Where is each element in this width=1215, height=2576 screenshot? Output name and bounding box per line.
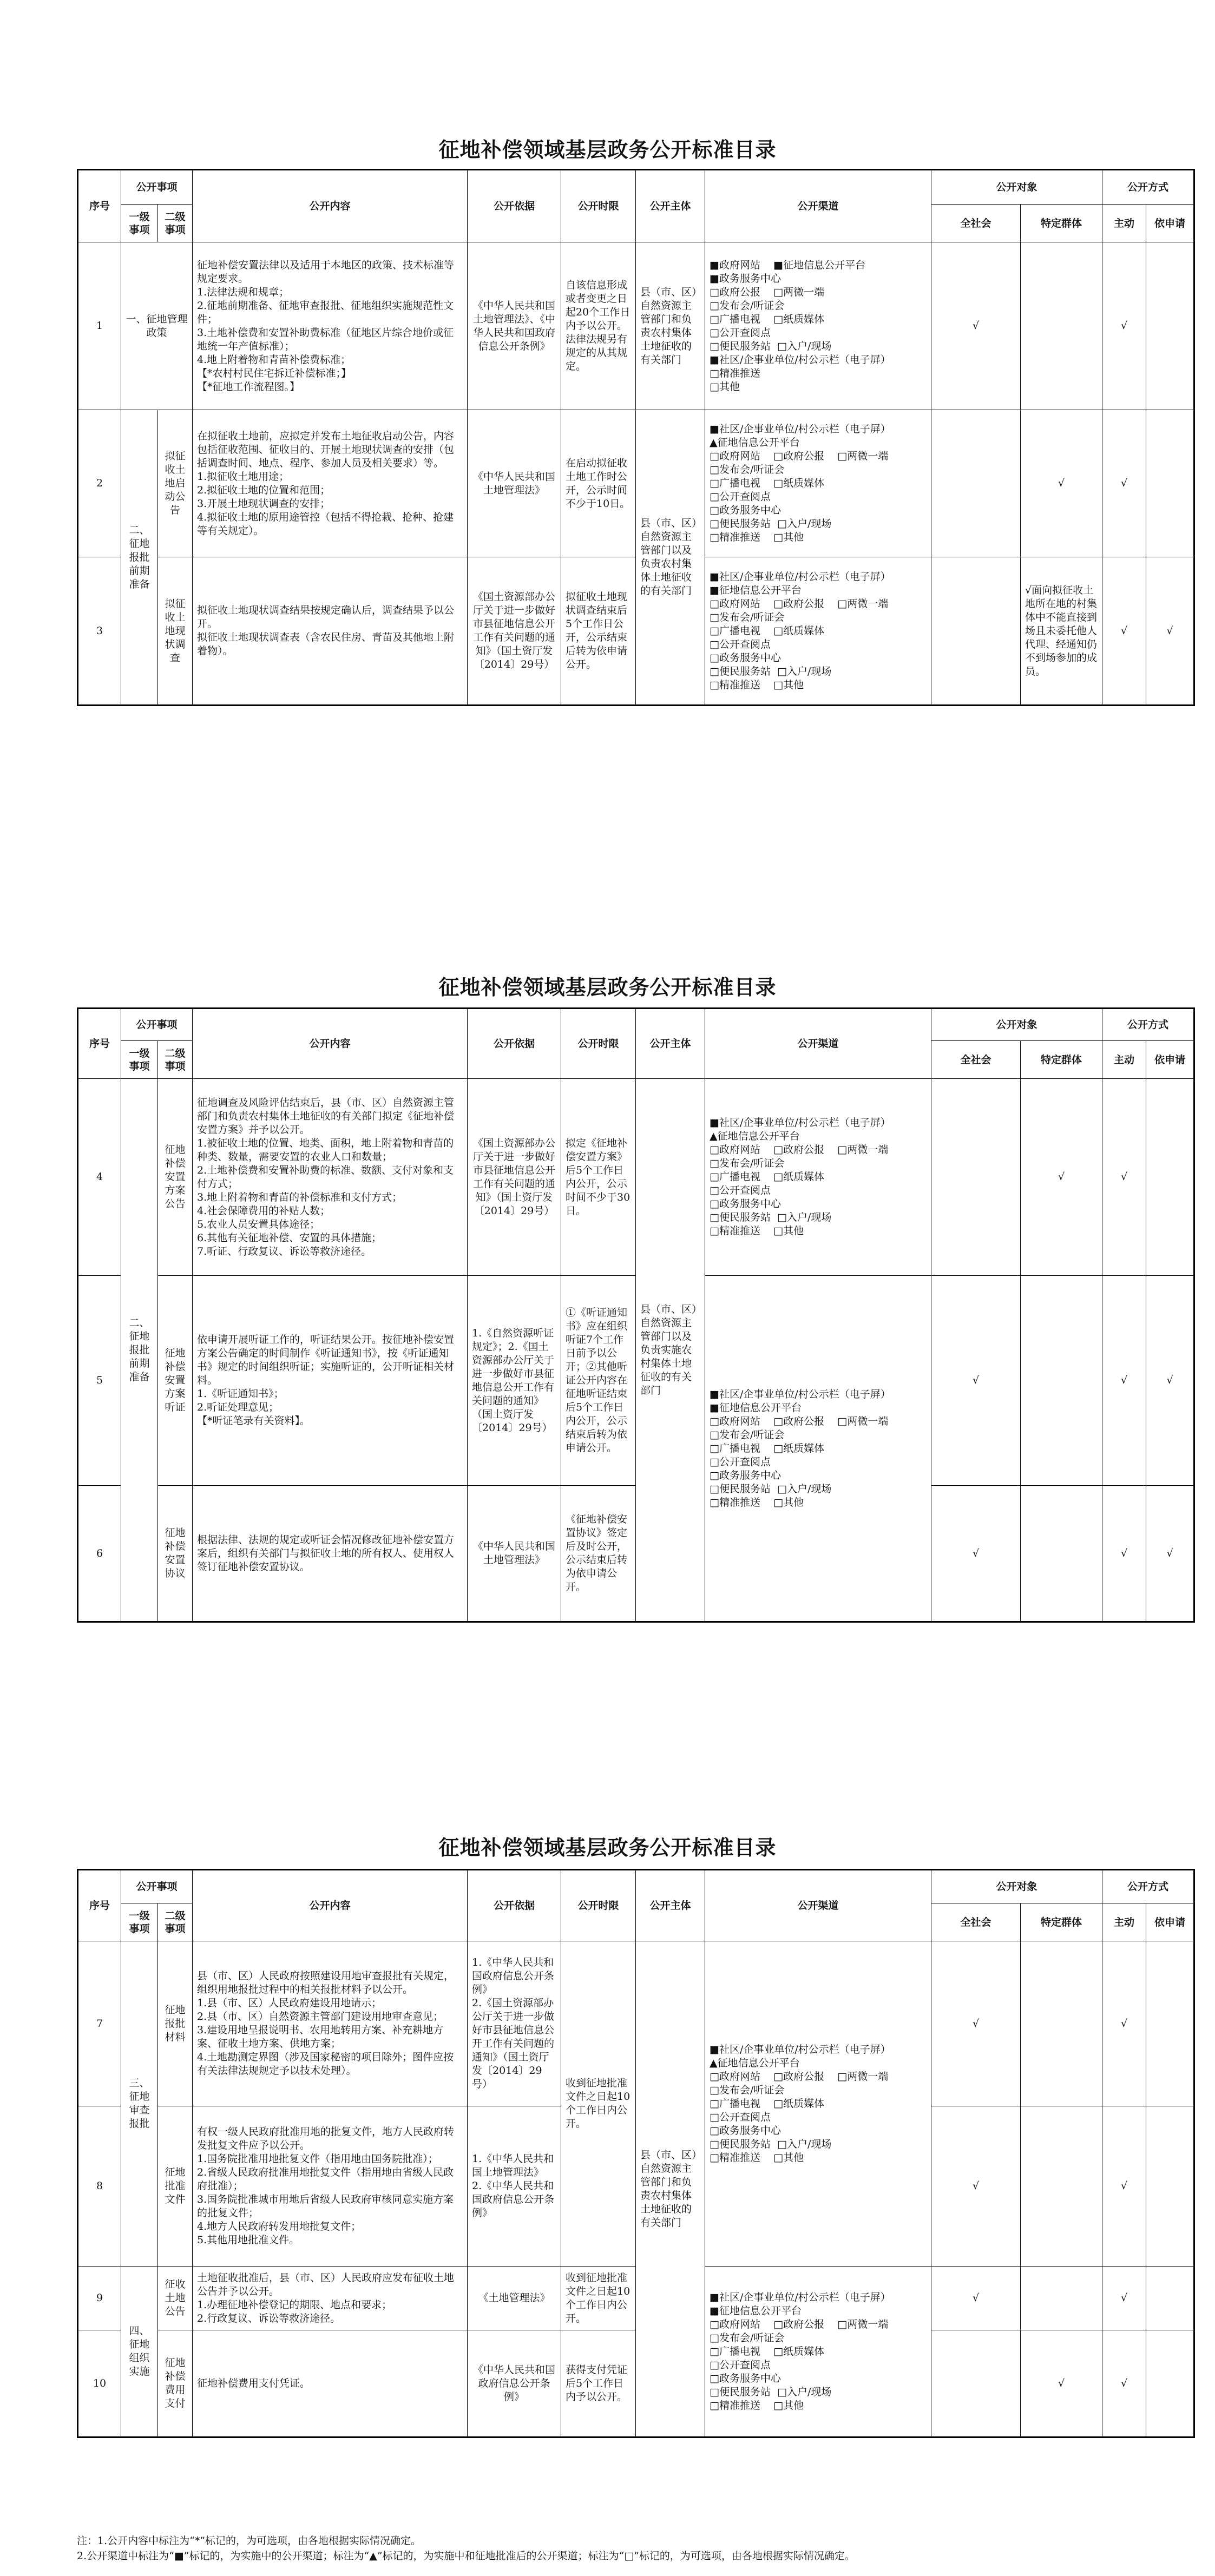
content-cell: 依申请开展听证工作的，听证结果公开。按征地补偿安置方案公告确定的时间制作《听证通知书》，按《听证通知书》规定的时间组织听证；实施听证的，公开听证相关材料。 1.《听证通知书》； 2.听证处理意见； 【*听证笔录有关资料】。 [193, 1276, 468, 1486]
header-content: 公开内容 [193, 170, 468, 242]
header-on-request: 依申请 [1146, 1041, 1194, 1079]
timelimit-cell: 获得支付凭证后5个工作日内予以公开。 [561, 2330, 636, 2437]
content-cell: 根据法律、法规的规定或听证会情况修改征地补偿安置方案后，组织有关部门与拟征收土地的所有权人、使用权人签订征地补偿安置协议。 [193, 1486, 468, 1622]
header-timelimit: 公开时限 [561, 1870, 636, 1941]
basis-cell: 《国土资源部办公厅关于进一步做好市县征地信息公开工作有关问题的通知》（国土资厅发〔2014〕29号） [468, 557, 561, 706]
catalog-table-1 [77, 169, 1195, 706]
footnote-2: 2.公开渠道中标注为“■”标记的，为实施中的公开渠道；标注为“▲”标记的，为实施中和征地批准后的公开渠道；标注为“□”标记的，为可选项，由各地根据实际情况确定。 [77, 2550, 855, 2562]
header-on-request: 依申请 [1146, 205, 1194, 242]
on-request-cell [1146, 2330, 1194, 2437]
header-mode: 公开方式 [1102, 170, 1194, 205]
channels-cell: ■社区/企事业单位/村公示栏（电子屏） ▲征地信息公开平台 □政府网站 □政府公报 □两微一端 □发布会/听证会 □广播电视 □纸质媒体 □公开查阅点 □政务服务中心 □便民服务站 □入户/现场 □精准推送 □其他 [705, 1079, 931, 1276]
on-request-cell [1146, 2106, 1194, 2267]
seq-cell: 3 [78, 557, 121, 706]
header-active: 主动 [1102, 1903, 1146, 1941]
header-active: 主动 [1102, 205, 1146, 242]
header-mode: 公开方式 [1102, 1009, 1194, 1041]
check-mark: √ [1021, 2330, 1102, 2437]
header-level2: 二级事项 [158, 1903, 193, 1941]
basis-cell: 《中华人民共和国土地管理法》 [468, 410, 561, 557]
header-seq: 序号 [78, 1870, 121, 1941]
whole-society-cell [931, 557, 1021, 706]
subject-cell: 县（市、区）自然资源主管部门以及负责农村集体土地征收的有关部门 [636, 410, 705, 706]
specific-group-cell [1021, 2267, 1102, 2330]
page-title: 征地补偿领域基层政务公开标准目录 [438, 138, 777, 162]
header-subject: 公开主体 [636, 170, 705, 242]
level1-cell: 二、征地报批前期准备 [121, 1079, 158, 1622]
specific-group-cell [1021, 2106, 1102, 2267]
seq-cell: 1 [78, 242, 121, 410]
whole-society-cell [931, 410, 1021, 557]
level1-cell: 一、征地管理政策 [121, 242, 193, 410]
header-on-request: 依申请 [1146, 1903, 1194, 1941]
basis-cell: 《中华人民共和国政府信息公开条例》 [468, 2330, 561, 2437]
specific-group-cell [1021, 1276, 1102, 1486]
seq-cell: 4 [78, 1079, 121, 1276]
header-timelimit: 公开时限 [561, 1009, 636, 1079]
header-level1: 一级事项 [121, 1903, 158, 1941]
channels-cell: ■政府网站 ■征地信息公开平台 ■政务服务中心 □政府公报 □两微一端 □发布会/听证会 □广播电视 □纸质媒体 □公开查阅点 □便民服务站 □入户/现场 ■社区/企事业单位/村公示栏（电子屏） □精准推送 □其他 [705, 242, 931, 410]
on-request-cell [1146, 2267, 1194, 2330]
on-request-cell [1146, 1941, 1194, 2106]
subject-cell: 县（市、区）自然资源主管部门和负责农村集体土地征收的有关部门 [636, 242, 705, 410]
level2-cell: 征地报批材料 [158, 1941, 193, 2106]
timelimit-cell: 自该信息形成或者变更之日起20个工作日内予以公开。法律法规另有规定的从其规定。 [561, 242, 636, 410]
table-row [78, 1941, 1194, 2106]
header-target: 公开对象 [931, 1009, 1102, 1041]
table-row [78, 1079, 1194, 1276]
content-cell: 土地征收批准后，县（市、区）人民政府应发布征收土地公告并予以公开。 1.办理征地补偿登记的期限、地点和要求； 2.行政复议、诉讼等救济途径。 [193, 2267, 468, 2330]
level2-cell: 拟征收土地启动公告 [158, 410, 193, 557]
timelimit-cell: 在启动拟征收土地工作时公开，公示时间不少于10日。 [561, 410, 636, 557]
basis-cell: 《中华人民共和国土地管理法》 [468, 1486, 561, 1622]
channels-cell: ■社区/企事业单位/村公示栏（电子屏） ▲征地信息公开平台 □政府网站 □政府公报 □两微一端 □发布会/听证会 □广播电视 □纸质媒体 □公开查阅点 □政务服务中心 □便民服务站 □入户/现场 □精准推送 □其他 [705, 1941, 931, 2267]
basis-cell: 1.《中华人民共和国土地管理法》 2.《中华人民共和国政府信息公开条例》 [468, 2106, 561, 2267]
header-specific-group: 特定群体 [1021, 1041, 1102, 1079]
timelimit-cell: 收到征地批准文件之日起10个工作日内公开。 [561, 2267, 636, 2330]
content-cell: 征地调查及风险评估结束后，县（市、区）自然资源主管部门和负责农村集体土地征收的有关部门拟定《征地补偿安置方案》并予以公开。 1.被征收土地的位置、地类、面积，地上附着物和青苗的种类、数量，需要安置的农业人口和数量； 2.土地补偿费和安置补助费的标准、数额、支付对象和支付方式； 3.地上附着物和青苗的补偿标准和支付方式； 4.社会保障费用的补贴人数； 5.农业人员安置具体途径； 6.其他有关征地补偿、安置的具体措施； 7.听证、行政复议、诉讼等救济途径。 [193, 1079, 468, 1276]
page-title: 征地补偿领域基层政务公开标准目录 [438, 1836, 777, 1860]
timelimit-cell: 《征地补偿安置协议》签定后及时公开，公示结束后转为依申请公开。 [561, 1486, 636, 1622]
subject-cell: 县（市、区）自然资源主管部门以及负责实施农村集体土地征收的有关部门 [636, 1079, 705, 1622]
check-mark: √ [1146, 557, 1194, 706]
on-request-cell [1146, 242, 1194, 410]
whole-society-cell [931, 2330, 1021, 2437]
level2-cell: 征地补偿安置协议 [158, 1486, 193, 1622]
basis-cell: 《国土资源部办公厅关于进一步做好市县征地信息公开工作有关问题的通知》（国土资厅发〔2014〕29号） [468, 1079, 561, 1276]
page-title: 征地补偿领域基层政务公开标准目录 [438, 976, 777, 999]
check-mark: √ [1102, 1486, 1146, 1622]
basis-cell: 1.《中华人民共和国政府信息公开条例》 2.《国土资源部办公厅关于进一步做好市县征地信息公开工作有关问题的通知》（国土资厅发〔2014〕29号） [468, 1941, 561, 2106]
header-whole-society: 全社会 [931, 205, 1021, 242]
header-basis: 公开依据 [468, 1009, 561, 1079]
channels-cell: ■社区/企事业单位/村公示栏（电子屏） ■征地信息公开平台 □政府网站 □政府公报 □两微一端 □发布会/听证会 □广播电视 □纸质媒体 □公开查阅点 □政务服务中心 □便民服务站 □入户/现场 □精准推送 □其他 [705, 557, 931, 706]
check-mark: √ [1146, 1486, 1194, 1622]
on-request-cell [1146, 410, 1194, 557]
level2-cell: 征地补偿安置方案公告 [158, 1079, 193, 1276]
seq-cell: 9 [78, 2267, 121, 2330]
header-level1: 一级事项 [121, 205, 158, 242]
channels-cell: ■社区/企事业单位/村公示栏（电子屏） ■征地信息公开平台 □政府网站 □政府公报 □两微一端 □发布会/听证会 □广播电视 □纸质媒体 □公开查阅点 □政务服务中心 □便民服务站 □入户/现场 □精准推送 □其他 [705, 1276, 931, 1622]
header-channel: 公开渠道 [705, 170, 931, 242]
check-mark: √ [1102, 557, 1146, 706]
check-mark: √ [931, 2267, 1021, 2330]
subject-cell: 县（市、区）自然资源主管部门和负责农村集体土地征收的有关部门 [636, 1941, 705, 2437]
seq-cell: 7 [78, 1941, 121, 2106]
level2-cell: 征地补偿费用支付 [158, 2330, 193, 2437]
content-cell: 拟征收土地现状调查结果按规定确认后，调查结果予以公开。 拟征收土地现状调查表（含农民住房、青苗及其他地上附着物）。 [193, 557, 468, 706]
seq-cell: 2 [78, 410, 121, 557]
check-mark: √ [1102, 2330, 1146, 2437]
header-items: 公开事项 [121, 170, 193, 205]
check-mark: √ [1102, 1941, 1146, 2106]
specific-group-cell: √面向拟征收土地所在地的村集体中不能直接到场且未委托他人代理、经通知仍不到场参加的成员。 [1021, 557, 1102, 706]
header-target: 公开对象 [931, 170, 1102, 205]
timelimit-cell: 拟征收土地现状调查结束后5个工作日公开，公示结束后转为依申请公开。 [561, 557, 636, 706]
check-mark: √ [1102, 242, 1146, 410]
table-row [78, 242, 1194, 410]
header-level2: 二级事项 [158, 1041, 193, 1079]
header-basis: 公开依据 [468, 170, 561, 242]
level2-cell: 拟征收土地现状调查 [158, 557, 193, 706]
check-mark: √ [1102, 2267, 1146, 2330]
seq-cell: 10 [78, 2330, 121, 2437]
timelimit-cell: ①《听证通知书》应在组织听证7个工作日前予以公开；②其他听证公开内容在征地听证结束后5个工作日内公开，公示结束后转为依申请公开。 [561, 1276, 636, 1486]
seq-cell: 6 [78, 1486, 121, 1622]
specific-group-cell [1021, 242, 1102, 410]
timelimit-cell: 拟定《征地补偿安置方案》后5个工作日内公开，公示时间不少于30日。 [561, 1079, 636, 1276]
level2-cell: 征地补偿安置方案听证 [158, 1276, 193, 1486]
level1-cell: 三、征地审查报批 [121, 1941, 158, 2267]
channels-cell: ■社区/企事业单位/村公示栏（电子屏） ▲征地信息公开平台 □政府网站 □政府公报 □两微一端 □发布会/听证会 □广播电视 □纸质媒体 □公开查阅点 □政务服务中心 □便民服务站 □入户/现场 □精准推送 □其他 [705, 410, 931, 557]
header-subject: 公开主体 [636, 1870, 705, 1941]
whole-society-cell [931, 1079, 1021, 1276]
header-mode: 公开方式 [1102, 1870, 1194, 1903]
header-channel: 公开渠道 [705, 1009, 931, 1079]
check-mark: √ [1021, 410, 1102, 557]
content-cell: 有权一级人民政府批准用地的批复文件，地方人民政府转发批复文件应予以公开。 1.国务院批准用地批复文件（指用地由国务院批准）； 2.省级人民政府批准用地批复文件（指用地由省级人民政府批准）； 3.国务院批准城市用地后省级人民政府审核同意实施方案的批复文件； 4.地方人民政府转发用地批复文件； 5.其他用地批准文件。 [193, 2106, 468, 2267]
level2-cell: 征地批准文件 [158, 2106, 193, 2267]
level1-cell: 二、征地报批前期准备 [121, 410, 158, 706]
header-target: 公开对象 [931, 1870, 1102, 1903]
table-row [78, 410, 1194, 557]
content-cell: 征地补偿费用支付凭证。 [193, 2330, 468, 2437]
check-mark: √ [1102, 1276, 1146, 1486]
header-active: 主动 [1102, 1041, 1146, 1079]
specific-group-cell [1021, 1486, 1102, 1622]
level1-cell: 四、征地组织实施 [121, 2267, 158, 2437]
basis-cell: 《土地管理法》 [468, 2267, 561, 2330]
header-whole-society: 全社会 [931, 1903, 1021, 1941]
header-content: 公开内容 [193, 1870, 468, 1941]
content-cell: 征地补偿安置法律以及适用于本地区的政策、技术标准等规定要求。 1.法律法规和规章； 2.征地前期准备、征地审查报批、征地组织实施规范性文件； 3.土地补偿费和安置补助费标准（征地区片综合地价或征地统一年产值标准）； 4.地上附着物和青苗补偿费标准； 【*农村村民住宅拆迁补偿标准；】 【*征地工作流程图。】 [193, 242, 468, 410]
header-seq: 序号 [78, 170, 121, 242]
header-timelimit: 公开时限 [561, 170, 636, 242]
header-items: 公开事项 [121, 1870, 193, 1903]
header-specific-group: 特定群体 [1021, 1903, 1102, 1941]
header-basis: 公开依据 [468, 1870, 561, 1941]
seq-cell: 5 [78, 1276, 121, 1486]
check-mark: √ [1021, 1079, 1102, 1276]
header-level2: 二级事项 [158, 205, 193, 242]
level2-cell: 征收土地公告 [158, 2267, 193, 2330]
header-level1: 一级事项 [121, 1041, 158, 1079]
seq-cell: 8 [78, 2106, 121, 2267]
specific-group-cell [1021, 1941, 1102, 2106]
header-specific-group: 特定群体 [1021, 205, 1102, 242]
footnotes [77, 2533, 855, 2564]
timelimit-cell: 收到征地批准文件之日起10个工作日内公开。 [561, 1941, 636, 2267]
content-cell: 县（市、区）人民政府按照建设用地审查报批有关规定，组织用地报批过程中的相关报批材料予以公开。 1.县（市、区）人民政府建设用地请示； 2.县（市、区）自然资源主管部门建设用地审查意见； 3.建设用地呈报说明书、农用地转用方案、补充耕地方案、征收土地方案、供地方案； 4.土地勘测定界图（涉及国家秘密的项目除外；图件应按有关法律法规规定予以技术处理）。 [193, 1941, 468, 2106]
header-items: 公开事项 [121, 1009, 193, 1041]
on-request-cell [1146, 1079, 1194, 1276]
header-content: 公开内容 [193, 1009, 468, 1079]
check-mark: √ [1102, 1079, 1146, 1276]
catalog-table-2 [77, 1007, 1195, 1623]
check-mark: √ [931, 1276, 1021, 1486]
channels-cell: ■社区/企事业单位/村公示栏（电子屏） ■征地信息公开平台 □政府网站 □政府公报 □两微一端 □发布会/听证会 □广播电视 □纸质媒体 □公开查阅点 □政务服务中心 □便民服务站 □入户/现场 □精准推送 □其他 [705, 2267, 931, 2437]
header-subject: 公开主体 [636, 1009, 705, 1079]
footnote-1: 注：1.公开内容中标注为“*”标记的，为可选项，由各地根据实际情况确定。 [77, 2535, 422, 2547]
check-mark: √ [931, 2106, 1021, 2267]
content-cell: 在拟征收土地前，应拟定并发布土地征收启动公告，内容包括征收范围、征收目的、开展土地现状调查的安排（包括调查时间、地点、程序、参加人员及相关要求）等。 1.拟征收土地用途； 2.拟征收土地的位置和范围； 3.开展土地现状调查的安排； 4.拟征收土地的原用途管控（包括不得抢栽、抢种、抢建等有关规定）。 [193, 410, 468, 557]
check-mark: √ [931, 1941, 1021, 2106]
check-mark: √ [1146, 1276, 1194, 1486]
basis-cell: 《中华人民共和国土地管理法》、《中华人民共和国政府信息公开条例》 [468, 242, 561, 410]
check-mark: √ [1102, 410, 1146, 557]
check-mark: √ [931, 242, 1021, 410]
basis-cell: 1.《自然资源听证规定》；2.《国土资源部办公厅关于进一步做好市县征地信息公开工作有关问题的通知》（国土资厅发〔2014〕29号） [468, 1276, 561, 1486]
header-channel: 公开渠道 [705, 1870, 931, 1941]
header-seq: 序号 [78, 1009, 121, 1079]
catalog-table-3 [77, 1869, 1195, 2438]
check-mark: √ [1102, 2106, 1146, 2267]
check-mark: √ [931, 1486, 1021, 1622]
header-whole-society: 全社会 [931, 1041, 1021, 1079]
